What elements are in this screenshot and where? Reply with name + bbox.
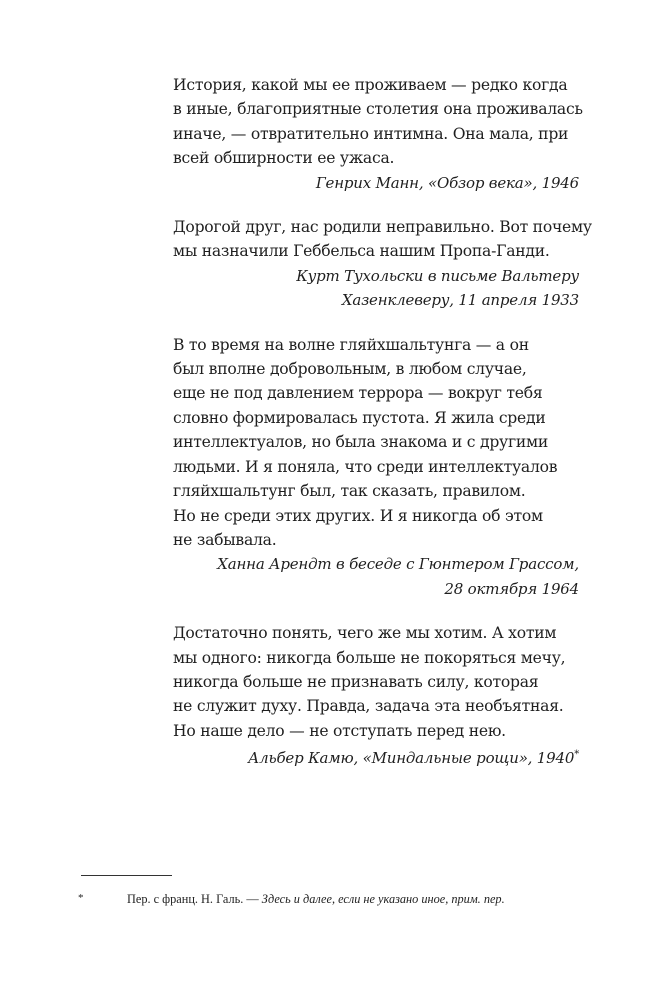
quote-line: в иные, благоприятные столетия она проживалась	[173, 100, 583, 119]
quote-line: еще не под давлением террора — вокруг тебя	[173, 384, 543, 403]
quote-line: гляйхшальтунг был, так сказать, правилом.	[173, 482, 526, 501]
epigraphs	[173, 73, 592, 791]
quote-line: не забывала.	[173, 530, 277, 549]
footnote-divider	[81, 875, 172, 876]
footnote-reference[interactable]: *	[574, 749, 579, 761]
epigraph-arendt	[173, 333, 579, 601]
quote-line: словно формировалась пустота. Я жила среди	[173, 408, 546, 427]
attribution-text: Альбер Камю, «Миндальные рощи», 1940	[247, 749, 575, 768]
quote-line: В то время на волне гляйхшальтунга — а он	[173, 335, 529, 354]
quote-line: интеллектуалов, но была знакома и с другими	[173, 433, 549, 452]
quote-line: мы одного: никогда больше не покоряться мечу,	[173, 648, 566, 667]
attribution: Ханна Арендт в беседе с Гюнтером Грассом,	[217, 555, 579, 574]
quote-line: История, какой мы ее проживаем — редко когда	[173, 76, 568, 94]
quote-line: был вполне добровольным, в любом случае,	[173, 360, 527, 379]
attribution: Курт Тухольски в письме Вальтеру	[296, 266, 579, 285]
footnote-text-italic: Здесь и далее, если не указано иное, прим. пер.	[261, 892, 505, 906]
epigraph-mann	[173, 73, 583, 195]
footnote-text	[127, 892, 505, 907]
attribution	[173, 743, 579, 770]
quote-line: Но не среди этих других. И я никогда об этом	[173, 506, 543, 525]
footnote-text-regular: Пер. с франц. Н. Галь. —	[127, 892, 262, 906]
quote-line: людьми. И я поняла, что среди интеллектуалов	[173, 457, 558, 476]
attribution: 28 октября 1964	[444, 579, 579, 598]
quote-line: Дорогой друг, нас родили неправильно. Вот почему	[173, 218, 592, 237]
attribution: Генрих Манн, «Обзор века», 1946	[315, 173, 579, 192]
quote-line: Достаточно понять, чего же мы хотим. А хотим	[173, 624, 557, 643]
quote-line: Но наше дело — не отступать перед нею.	[173, 721, 506, 740]
epigraph-camus	[173, 621, 579, 770]
quote-line: никогда больше не признавать силу, которая	[173, 672, 539, 691]
quote-line: иначе, — отвратительно интимна. Она мала, при	[173, 124, 569, 143]
quote-line: всей обширности ее ужаса.	[173, 149, 395, 168]
epigraph-tucholsky	[173, 215, 592, 313]
quote-line: не служит духу. Правда, задача эта необъятная.	[173, 697, 564, 716]
quote-line: мы назначили Геббельса нашим Пропа-Ганди.	[173, 242, 550, 261]
footnote-mark: *	[78, 892, 84, 904]
attribution: Хазенклеверу, 11 апреля 1933	[341, 291, 579, 310]
